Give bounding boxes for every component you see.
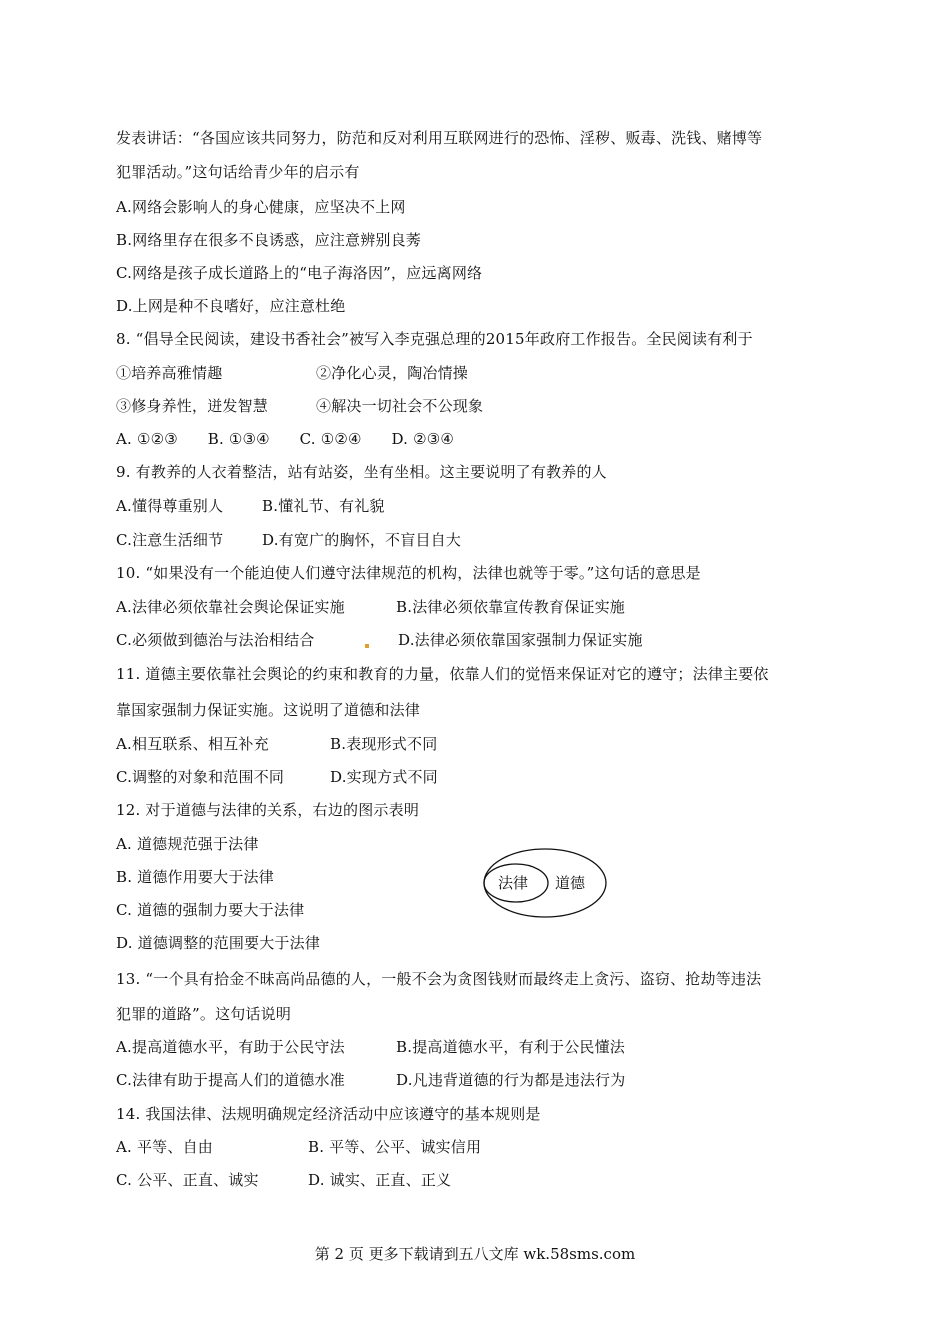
page-footer: 第 2 页 更多下载请到五八文库 wk.58sms.com bbox=[314, 1245, 636, 1263]
q14-option-a: A. 平等、自由 bbox=[116, 1138, 213, 1156]
q13-option-d: D.凡违背道德的行为都是违法行为 bbox=[396, 1071, 626, 1089]
q9-options-row1 bbox=[116, 496, 385, 516]
q8-item-3: ③修身养性，迸发智慧 bbox=[116, 397, 269, 415]
q14-option-c: C. 公平、正直、诚实 bbox=[116, 1171, 259, 1189]
q8-item-2: ②净化心灵，陶冶情操 bbox=[316, 364, 469, 382]
q13-options-row1 bbox=[116, 1037, 625, 1057]
q14-option-d: D. 诚实、正直、正义 bbox=[308, 1171, 452, 1189]
q12-option-a: A. 道德规范强于法律 bbox=[116, 835, 259, 853]
q7-stem-line1: 发表讲话：“各国应该共同努力，防范和反对利用互联网进行的恐怖、淫秽、贩毒、洗钱、赌博等 bbox=[116, 129, 763, 147]
q13-option-a: A.提高道德水平，有助于公民守法 bbox=[116, 1038, 345, 1056]
q12-option-b: B. 道德作用要大于法律 bbox=[116, 868, 274, 886]
q8-stem: 8. “倡导全民阅读，建设书香社会”被写入李克强总理的2015年政府工作报告。全民阅读有利于 bbox=[116, 330, 753, 348]
q8-item-1: ①培养高雅情趣 bbox=[116, 364, 223, 382]
q7-option-b: B.网络里存在很多不良诱惑，应注意辨别良莠 bbox=[116, 231, 421, 249]
q7-option-a: A.网络会影响人的身心健康，应坚决不上网 bbox=[116, 198, 406, 216]
q11-option-b: B.表现形式不同 bbox=[330, 735, 438, 753]
q8-options: A. ①②③ B. ①③④ C. ①②④ D. ②③④ bbox=[116, 430, 455, 448]
q8-item-4: ④解决一切社会不公现象 bbox=[316, 397, 484, 415]
q13-option-b: B.提高道德水平，有利于公民懂法 bbox=[396, 1038, 625, 1056]
stray-mark bbox=[365, 644, 369, 648]
q11-stem-line2: 靠国家强制力保证实施。这说明了道德和法律 bbox=[116, 701, 421, 719]
q7-option-d: D.上网是种不良嗜好，应注意杜绝 bbox=[116, 297, 346, 315]
q10-option-a: A.法律必须依靠社会舆论保证实施 bbox=[116, 598, 345, 616]
q13-option-c: C.法律有助于提高人们的道德水准 bbox=[116, 1071, 345, 1089]
q9-options-row2 bbox=[116, 530, 462, 550]
q9-option-c: C.注意生活细节 bbox=[116, 531, 224, 549]
q7-option-c: C.网络是孩子成长道路上的“电子海洛因”，应远离网络 bbox=[116, 264, 483, 282]
q12-option-c: C. 道德的强制力要大于法律 bbox=[116, 901, 305, 919]
q11-option-c: C.调整的对象和范围不同 bbox=[116, 768, 285, 786]
q14-stem: 14. 我国法律、法规明确规定经济活动中应该遵守的基本规则是 bbox=[116, 1105, 541, 1123]
q12-stem: 12. 对于道德与法律的关系，右边的图示表明 bbox=[116, 801, 420, 819]
q9-stem: 9. 有教养的人衣着整洁，站有站姿，坐有坐相。这主要说明了有教养的人 bbox=[116, 463, 607, 481]
q8-items-row2 bbox=[116, 396, 484, 416]
q11-options-row1 bbox=[116, 734, 438, 754]
q10-option-d: D.法律必须依靠国家强制力保证实施 bbox=[398, 631, 643, 649]
law-morality-diagram bbox=[482, 846, 612, 922]
q13-stem-line2: 犯罪的道路”。这句话说明 bbox=[116, 1005, 292, 1023]
q14-options-row1 bbox=[116, 1137, 482, 1157]
q12-option-d: D. 道德调整的范围要大于法律 bbox=[116, 934, 321, 952]
inner-label: 法律 bbox=[498, 874, 529, 892]
q10-option-c: C.必须做到德治与法治相结合 bbox=[116, 631, 315, 649]
outer-label: 道德 bbox=[555, 874, 586, 892]
q9-option-a: A.懂得尊重别人 bbox=[116, 497, 224, 515]
q10-stem: 10. “如果没有一个能迫使人们遵守法律规范的机构，法律也就等于零。”这句话的意思是 bbox=[116, 564, 701, 582]
q7-stem-line2: 犯罪活动。”这句话给青少年的启示有 bbox=[116, 163, 360, 181]
q8-items-row1 bbox=[116, 363, 469, 383]
q13-options-row2 bbox=[116, 1070, 626, 1090]
q11-option-d: D.实现方式不同 bbox=[330, 768, 438, 786]
q10-options-row2 bbox=[116, 630, 643, 650]
q11-options-row2 bbox=[116, 767, 438, 787]
q14-option-b: B. 平等、公平、诚实信用 bbox=[308, 1138, 482, 1156]
q10-option-b: B.法律必须依靠宣传教育保证实施 bbox=[396, 598, 625, 616]
q14-options-row2 bbox=[116, 1170, 452, 1190]
q9-option-d: D.有宽广的胸怀，不盲目自大 bbox=[262, 531, 462, 549]
q11-stem-line1: 11. 道德主要依靠社会舆论的约束和教育的力量，依靠人们的觉悟来保证对它的遵守；法律主要依 bbox=[116, 665, 769, 683]
q10-options-row1 bbox=[116, 597, 625, 617]
q11-option-a: A.相互联系、相互补充 bbox=[116, 735, 269, 753]
q9-option-b: B.懂礼节、有礼貌 bbox=[262, 497, 385, 515]
q13-stem-line1: 13. “一个具有拾金不昧高尚品德的人，一般不会为贪图钱财而最终走上贪污、盗窃、抢劫等违法 bbox=[116, 970, 762, 988]
